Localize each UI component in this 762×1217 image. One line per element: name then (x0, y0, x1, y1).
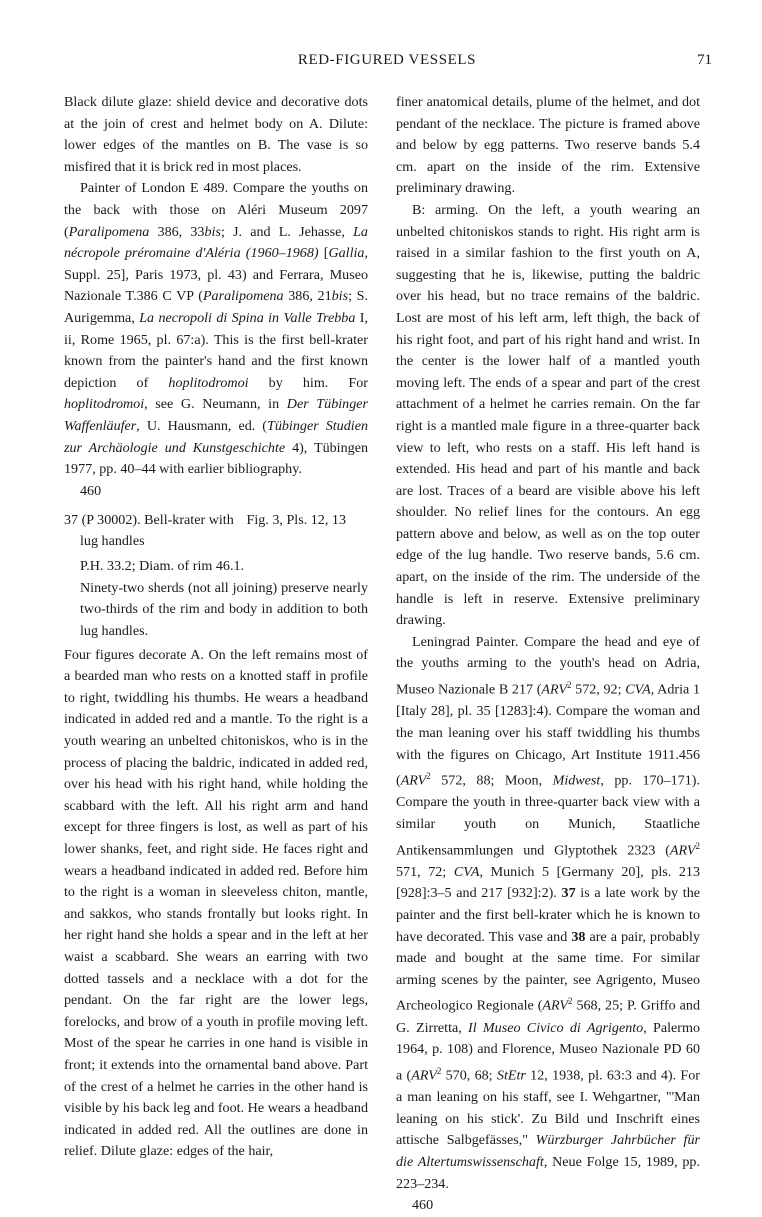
catalogue-subtitle: lug handles (80, 533, 145, 550)
right-column (396, 92, 700, 1217)
paragraph-commentary: Leningrad Painter. Compare the head and eye of the youths arming to the youth's head on Adria, Museo Nazionale B 217 (ARV$^2$ 572, 92; CVA, Adria 1 [Italy 28], pl. 35 [1283]:4). Compare the woman and the man leaning over his staff twiddling his thumbs with the figures on Chicago, Art Institute 1911.456 (ARV$^2$ 572, 88; Moon, Midwest, pp. 170–171). Compare the youth in three-quarter back view with a similar youth on Munich, Staatliche Antikensammlungen und Glyptothek 2323 (ARV$^2$ 571, 72; CVA, Munich 5 [Germany 20], pls. 213 [928]:3–5 and 217 [932]:2). 37 is a late work by the painter and the first bell-krater which he is known to have decorated. This vase and 38 are a pair, probably made and bought at the same time. For similar arming scenes by the painter, see Agrigento, Museo Archeologico Regionale (ARV$^2$ 568, 25; P. Griffo and G. Zirretta, Il Museo Civico di Agrigento, Palermo 1964, p. 108) and Florence, Museo Nazionale PD 60 a (ARV$^2$ 570, 68; StEtr 12, 1938, pl. 63:3 and 4). For a man leaning on his staff, see I. Wehgartner, "'Man leaning on his stick'. Zu Bild und Inschrift eines attische Salbgefässes," Würzburger Jahrbücher für die Altertumswissenschaft, Neue Folge 15, 1989, pp. 223–234. (396, 633, 701, 1192)
figure-reference: Fig. 3, Pls. 12, 13 (246, 512, 346, 529)
left-column (64, 92, 368, 1163)
page-header (62, 52, 712, 76)
running-head: RED-FIGURED VESSELS (297, 52, 477, 68)
catalogue-entry-heading (64, 510, 368, 554)
paragraph-side-a-continued: finer anatomical details, plume of the helmet, and dot pendant of the necklace. The picture is framed above and below by egg patterns. Two reserve bands 5.4 cm. apart on the inside of the rim. Extensive preliminary drawing. (396, 94, 700, 197)
preservation-description: Ninety-two sherds (not all joining) preserve nearly two-thirds of the rim and body in addition to both lug handles. (80, 579, 368, 640)
paragraph-side-b: B: arming. On the left, a youth wearing an unbelted chitoniskos stands to right. His right arm is raised in a similar fashion to the first youth on A, suggesting that he is, likewise, putting the baldric over his head, but no trace remains of the baldric. Lost are most of his left arm, left thigh, the back of his right foot, and part of his right hand and wrist. In the center is the lower half of a mantled youth moving left. The ends of a spear and part of the crest attachment of a helmet he carries remain. On the far right is a mantled male figure in a three-quarter back view to left, who rests on a staff. His left hand is extended. His head and part of his mantle and back are lost. Traces of a beard are visible above his left shoulder. No relief lines for the contours. An egg pattern above and below, as well as on the top outer edge of the lug handle. Two reserve bands, 5.6 cm. apart, on the inside of the rim. The underside of the handle is left in reserve. Extensive preliminary drawing. (396, 201, 700, 629)
context-number: 460 (80, 482, 102, 499)
catalogue-number: 37 (P 30002). Bell-krater with (64, 512, 234, 529)
dimensions: P.H. 33.2; Diam. of rim 46.1. (80, 558, 245, 575)
paragraph-attribution: Painter of London E 489. Compare the youths on the back with those on Aléri Museum 2097 (Paralipomena 386, 33bis; J. and L. Jehasse, La nécropole préromaine d'Aléria (1960–1968) [Gallia, Suppl. 25], Paris 1973, pl. 43) and Ferrara, Museo Nazionale T.386 C VP (Paralipomena 386, 21bis; S. Aurigemma, La necropoli di Spina in Valle Trebba I, ii, Rome 1965, pl. 67:a). This is the first bell-krater known from the painter's hand and the first known depiction of hoplitodromoi by him. For hoplitodromoi, see G. Neumann, in Der Tübinger Waffenläufer, U. Hausmann, ed. (Tübinger Studien zur Archäologie und Kunstgeschichte 4), Tübingen 1977, pp. 40–44 with earlier bibliography. (64, 180, 368, 478)
page-number: 71 (697, 52, 712, 68)
context-number: 460 (412, 1197, 434, 1214)
paragraph-side-a: Four figures decorate A. On the left remains most of a bearded man who rests on a knotted staff in profile to right, twiddling his thumbs. He wears a headband indicated in added red and a mantle. To the right is a youth wearing an unbelted chitoniskos, who is in the process of placing the baldric, indicated in added red, over his head with his right hand, while holding the scabbard with the left. All his right arm and hand except for three fingers is lost, as well as part of his lower shanks, feet, and right side. He faces right and wears a headband indicated in added red. Before him to the right is a woman in sleeveless chiton, mantle, and sakkos, who stands frontally but looks right. In her right hand she holds a spear and in the left at her waist a scabbard. She wears an earring with two dotted tassels and a necklace with a dot for the pendant. On the far right are the lower legs, forelocks, and brow of a youth in profile moving left. Most of the spear he carries in one hand is visible in front; it extends into the ornamental band above. Part of the crest of a helmet he carries in the other hand is visible by his back leg and foot. He wears a headband indicated in added red. All the outlines are done in relief. Dilute glaze: edges of the hair, (64, 646, 368, 1160)
paragraph-glaze-notes: Black dilute glaze: shield device and decorative dots at the join of crest and helmet body on A. Dilute: lower edges of the mantles on B. The vase is so misfired that it is brick red in most places. (64, 94, 368, 175)
